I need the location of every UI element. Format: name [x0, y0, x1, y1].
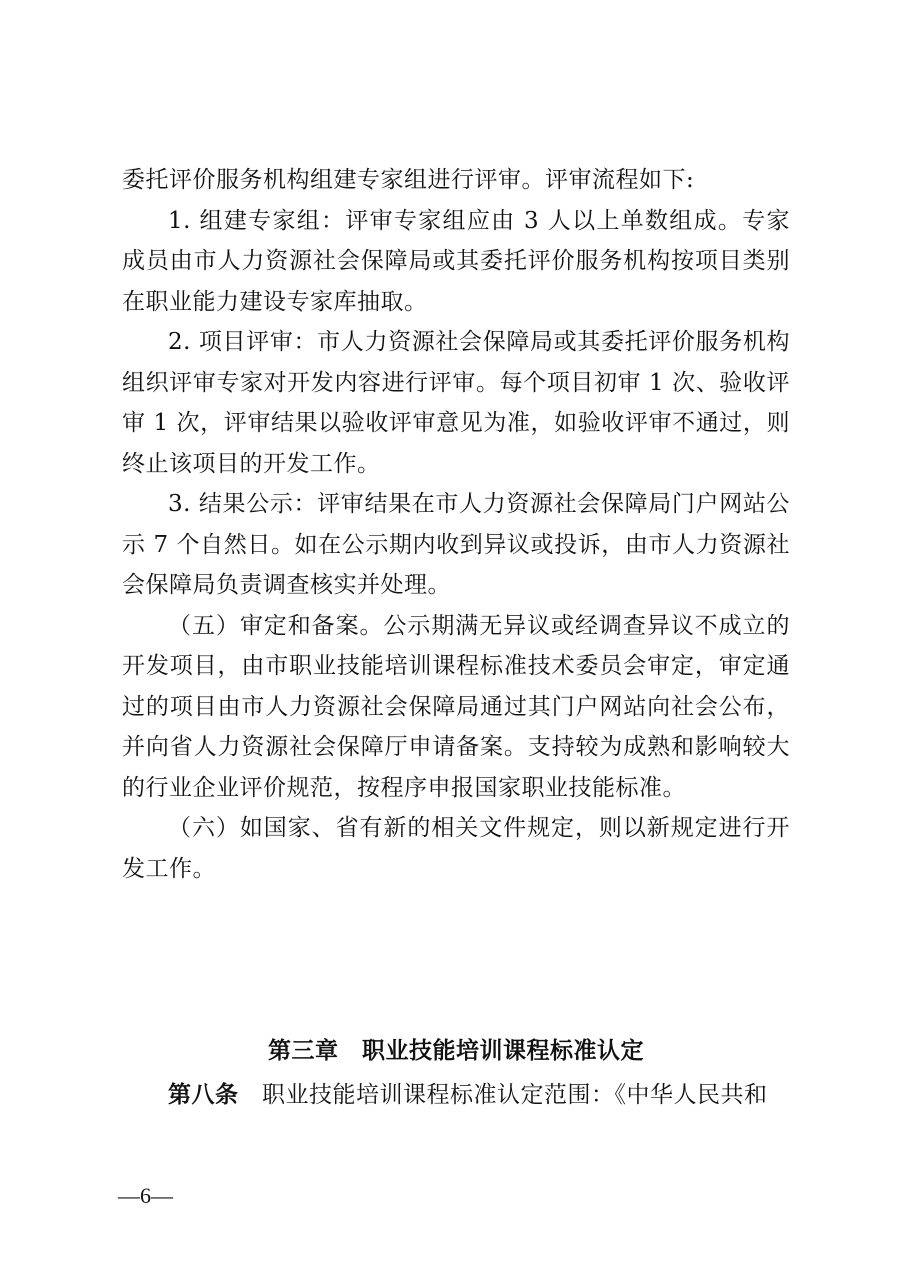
article-text: 职业技能培训课程标准认定范围：《中华人民共和 — [238, 1082, 768, 1108]
page-number: —6— — [118, 1183, 173, 1208]
article-paragraph — [122, 1075, 790, 1115]
paragraph-3: 2. 项目评审：市人力资源社会保障局或其委托评价服务机构组织评审专家对开发内容进行评审。每个项目初审 1 次、验收评审 1 次，评审结果以验收评审意见为准，如验收评审不通过，则终止该项目的开发工作。 — [122, 329, 790, 477]
paragraph-5: （五）审定和备案。公示期满无异议或经调查异议不成立的开发项目，由市职业技能培训课程标准技术委员会审定，审定通过的项目由市人力资源社会保障局通过其门户网站向社会公布，并向省人力资源社会保障厅申请备案。支持较为成熟和影响较大的行业企业评价规范，按程序申报国家职业技能标准。 — [122, 612, 790, 801]
chapter-title: 第三章 职业技能培训课程标准认定 — [268, 1038, 644, 1064]
article-label: 第八条 — [168, 1082, 239, 1108]
paragraph-4: 3. 结果公示：评审结果在市人力资源社会保障局门户网站公示 7 个自然日。如在公示期内收到异议或投诉，由市人力资源社会保障局负责调查核实并处理。 — [122, 491, 790, 598]
body-text — [122, 160, 790, 889]
paragraph-2: 1. 组建专家组：评审专家组应由 3 人以上单数组成。专家成员由市人力资源社会保障局或其委托评价服务机构按项目类别在职业能力建设专家库抽取。 — [122, 207, 790, 315]
paragraph-1: 委托评价服务机构组建专家组进行评审。评审流程如下: — [122, 167, 695, 193]
paragraph-6: （六）如国家、省有新的相关文件规定，则以新规定进行开发工作。 — [122, 815, 790, 882]
